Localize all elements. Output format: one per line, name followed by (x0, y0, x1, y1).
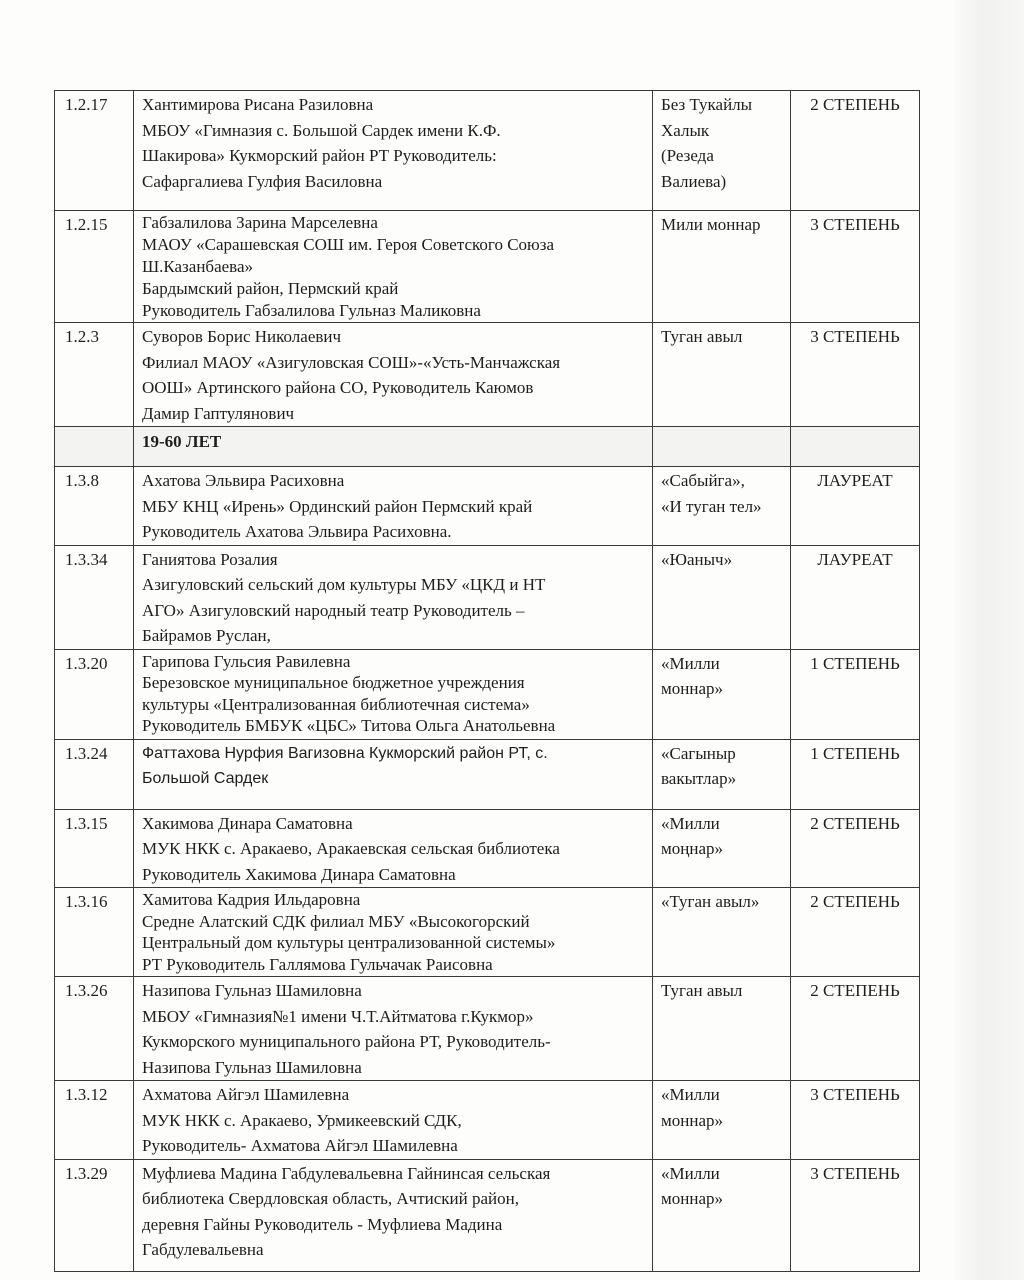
award-level: 2 СТЕПЕНЬ (791, 91, 920, 211)
entry-number: 1.2.3 (55, 323, 134, 427)
table-row (55, 809, 920, 888)
entry-number: 1.3.34 (55, 545, 134, 649)
table-row (55, 1159, 920, 1271)
award-level: 1 СТЕПЕНЬ (791, 739, 920, 809)
participant-details: Ахатова Эльвира Расиховна МБУ КНЦ «Ирень» Ординский район Пермский край Руководитель Ахатова Эльвира Расиховна. (134, 467, 653, 546)
award-level: 2 СТЕПЕНЬ (791, 977, 920, 1081)
entry-number: 1.3.16 (55, 888, 134, 977)
participant-details: Габзалилова Зарина Марселевна МАОУ «Сарашевская СОШ им. Героя Советского Союза Ш.Казанбаева» Бардымский район, Пермский край Руководитель Габзалилова Гульназ Маликовна (134, 211, 653, 323)
work-title: Мили моннар (653, 211, 791, 323)
participant-details: Гарипова Гульсия Равилевна Березовское муниципальное бюджетное учреждения культуры «Централизованная библиотечная система» Руководитель БМБУК «ЦБС» Титова Ольга Анатольевна (134, 649, 653, 739)
work-title: Без Тукайлы Халык (Резеда Валиева) (653, 91, 791, 211)
work-title: «Туган авыл» (653, 888, 791, 977)
age-group-heading: 19-60 ЛЕТ (134, 427, 653, 467)
participant-details: Хакимова Динара Саматовна МУК НКК с. Аракаево, Аракаевская сельская библиотека Руководитель Хакимова Динара Саматовна (134, 809, 653, 888)
participant-details: Хантимирова Рисана Разиловна МБОУ «Гимназия с. Большой Сардек имени К.Ф. Шакирова» Кукморский район РТ Руководитель: Сафаргалиева Гулфия Василовна (134, 91, 653, 211)
work-title: «Милли моңнар» (653, 809, 791, 888)
participant-details: Муфлиева Мадина Габдулевальевна Гайнинсая сельская библиотека Свердловская область, Ачтиский район, деревня Гайны Руководитель - Муфлиева Мадина Габдулевальевна (134, 1159, 653, 1271)
table-row (55, 739, 920, 809)
work-title: Туган авыл (653, 323, 791, 427)
work-title: «Милли моннар» (653, 1081, 791, 1160)
table-row (55, 211, 920, 323)
award-level: 2 СТЕПЕНЬ (791, 888, 920, 977)
entry-number: 1.3.20 (55, 649, 134, 739)
work-title: Туган авыл (653, 977, 791, 1081)
entry-number (55, 427, 134, 467)
table-row (55, 323, 920, 427)
work-title: «Сабыйга», «И туган тел» (653, 467, 791, 546)
table-row (55, 888, 920, 977)
award-level (791, 427, 920, 467)
award-level: 3 СТЕПЕНЬ (791, 323, 920, 427)
table-row (55, 977, 920, 1081)
entry-number: 1.2.17 (55, 91, 134, 211)
work-title (653, 427, 791, 467)
work-title: «Юаныч» (653, 545, 791, 649)
work-title: «Милли моннар» (653, 1159, 791, 1271)
results-table (54, 90, 920, 1272)
award-level: ЛАУРЕАТ (791, 467, 920, 546)
award-level: 2 СТЕПЕНЬ (791, 809, 920, 888)
table-row (55, 467, 920, 546)
table-row (55, 91, 920, 211)
table-row (55, 1081, 920, 1160)
participant-details: Ганиятова Розалия Азигуловский сельский дом культуры МБУ «ЦКД и НТ АГО» Азигуловский народный театр Руководитель – Байрамов Руслан, (134, 545, 653, 649)
participant-details: Ахматова Айгэл Шамилевна МУК НКК с. Аракаево, Урмикеевский СДК, Руководитель- Ахматова Айгэл Шамилевна (134, 1081, 653, 1160)
entry-number: 1.3.29 (55, 1159, 134, 1271)
work-title: «Милли моннар» (653, 649, 791, 739)
participant-details: Фаттахова Нурфия Вагизовна Кукморский район РТ, с. Большой Сардек (134, 739, 653, 809)
work-title: «Сагыныр вакытлар» (653, 739, 791, 809)
table-row (55, 649, 920, 739)
award-level: 3 СТЕПЕНЬ (791, 211, 920, 323)
table-row (55, 545, 920, 649)
participant-details: Суворов Борис Николаевич Филиал МАОУ «Азигуловская СОШ»-«Усть-Манчажская ООШ» Артинского района СО, Руководитель Каюмов Дамир Гаптулянович (134, 323, 653, 427)
entry-number: 1.3.24 (55, 739, 134, 809)
participant-details: Хамитова Кадрия Ильдаровна Средне Алатский СДК филиал МБУ «Высокогорский Центральный дом культуры централизованной системы» РТ Руководитель Галлямова Гульчачак Раисовна (134, 888, 653, 977)
scan-edge-shadow (954, 0, 1024, 1280)
award-level: 3 СТЕПЕНЬ (791, 1159, 920, 1271)
participant-details: Назипова Гульназ Шамиловна МБОУ «Гимназия№1 имени Ч.Т.Айтматова г.Кукмор» Кукморского муниципального района РТ, Руководитель- Назипова Гульназ Шамиловна (134, 977, 653, 1081)
results-table-container (54, 90, 919, 1272)
entry-number: 1.3.8 (55, 467, 134, 546)
entry-number: 1.3.26 (55, 977, 134, 1081)
entry-number: 1.2.15 (55, 211, 134, 323)
section-header-row (55, 427, 920, 467)
entry-number: 1.3.12 (55, 1081, 134, 1160)
award-level: ЛАУРЕАТ (791, 545, 920, 649)
award-level: 1 СТЕПЕНЬ (791, 649, 920, 739)
entry-number: 1.3.15 (55, 809, 134, 888)
award-level: 3 СТЕПЕНЬ (791, 1081, 920, 1160)
